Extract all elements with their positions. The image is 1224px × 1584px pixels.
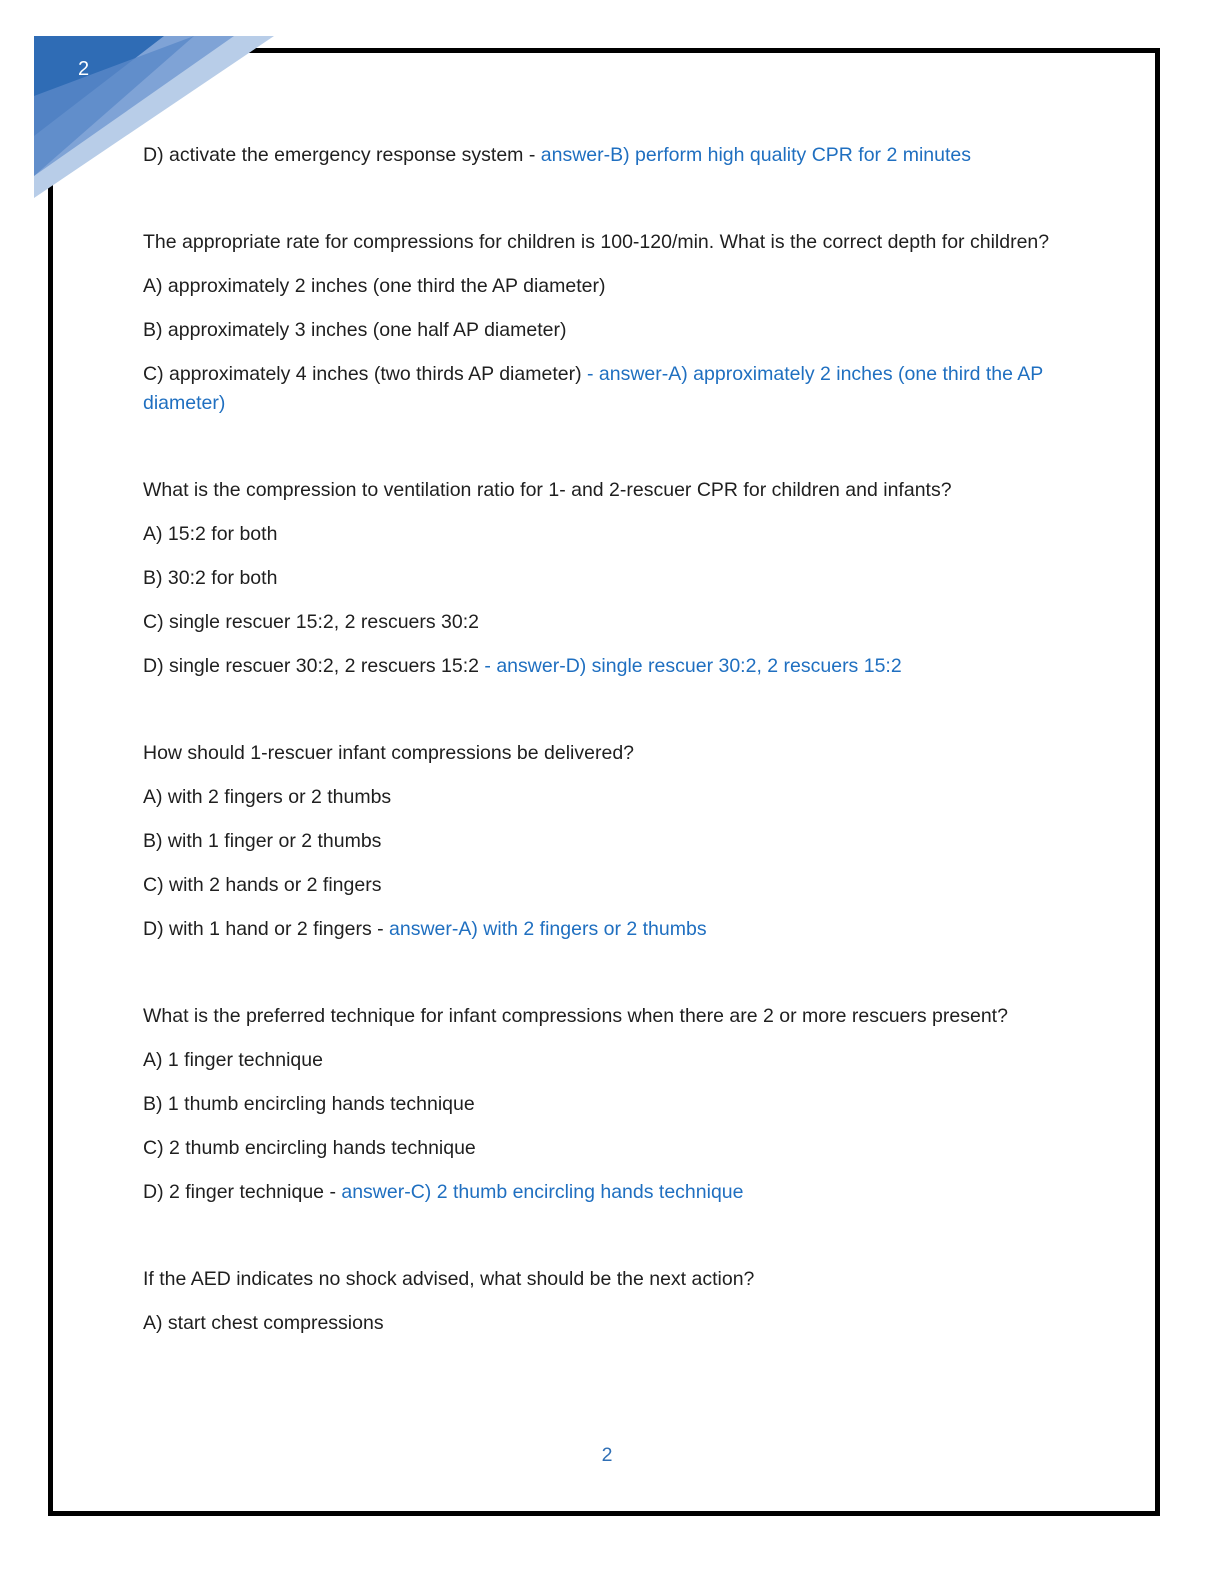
line-text: A) 1 finger technique xyxy=(143,1049,323,1071)
text-line xyxy=(143,476,1083,505)
text-line xyxy=(143,871,1083,900)
line-text: C) 2 thumb encircling hands technique xyxy=(143,1137,476,1159)
line-text: D) 2 finger technique - xyxy=(143,1181,342,1203)
text-line xyxy=(143,915,1083,944)
question-block xyxy=(143,476,1083,681)
question-block xyxy=(143,739,1083,944)
line-text: A) 15:2 for both xyxy=(143,523,278,545)
line-text: How should 1-rescuer infant compressions be delivered? xyxy=(143,742,635,764)
text-line xyxy=(143,1178,1083,1207)
line-text: If the AED indicates no shock advised, what should be the next action? xyxy=(143,1268,755,1290)
text-line xyxy=(143,520,1083,549)
text-line xyxy=(143,608,1083,637)
line-text: A) approximately 2 inches (one third the AP diameter) xyxy=(143,275,606,297)
document-body xyxy=(143,141,1083,1396)
question-block xyxy=(143,141,1083,170)
answer-text: answer-C) 2 thumb encircling hands technique xyxy=(341,1181,744,1203)
line-text: D) single rescuer 30:2, 2 rescuers 15:2 xyxy=(143,655,485,677)
line-text: D) with 1 hand or 2 fingers - xyxy=(143,918,390,940)
text-line xyxy=(143,1090,1083,1119)
line-text: C) single rescuer 15:2, 2 rescuers 30:2 xyxy=(143,611,479,633)
line-text: B) approximately 3 inches (one half AP diameter) xyxy=(143,319,567,341)
line-text: B) with 1 finger or 2 thumbs xyxy=(143,830,382,852)
line-text: The appropriate rate for compressions for children is 100-120/min. What is the correct depth for children? xyxy=(143,231,1050,253)
text-line xyxy=(143,827,1083,856)
line-text: B) 1 thumb encircling hands technique xyxy=(143,1093,475,1115)
text-line xyxy=(143,1046,1083,1075)
line-text: What is the compression to ventilation ratio for 1- and 2-rescuer CPR for children and infants? xyxy=(143,479,952,501)
answer-text: answer-B) perform high quality CPR for 2 minutes xyxy=(540,144,971,166)
text-line xyxy=(143,360,1083,418)
answer-text: - answer-D) single rescuer 30:2, 2 rescuers 15:2 xyxy=(484,655,902,677)
line-text: C) with 2 hands or 2 fingers xyxy=(143,874,382,896)
line-text: D) activate the emergency response system - xyxy=(143,144,541,166)
question-block xyxy=(143,1002,1083,1207)
text-line xyxy=(143,1134,1083,1163)
text-line xyxy=(143,228,1083,257)
text-line xyxy=(143,739,1083,768)
answer-text: answer-A) with 2 fingers or 2 thumbs xyxy=(389,918,707,940)
text-line xyxy=(143,1309,1083,1338)
line-text: B) 30:2 for both xyxy=(143,567,278,589)
text-line xyxy=(143,316,1083,345)
text-line xyxy=(143,783,1083,812)
footer-page-number: 2 xyxy=(601,1444,613,1466)
line-text: What is the preferred technique for infant compressions when there are 2 or more rescuers present? xyxy=(143,1005,1008,1027)
line-text: A) start chest compressions xyxy=(143,1312,384,1334)
line-text: C) approximately 4 inches (two thirds AP diameter) xyxy=(143,363,587,385)
header-page-number: 2 xyxy=(78,58,90,80)
line-text: A) with 2 fingers or 2 thumbs xyxy=(143,786,392,808)
question-block xyxy=(143,1265,1083,1338)
text-line xyxy=(143,564,1083,593)
answer-text: - answer-A) approximately 2 inches (one third the AP diameter) xyxy=(143,363,1043,414)
text-line xyxy=(143,1002,1083,1031)
text-line xyxy=(143,141,1083,170)
text-line xyxy=(143,272,1083,301)
text-line xyxy=(143,1265,1083,1294)
text-line xyxy=(143,652,1083,681)
question-block xyxy=(143,228,1083,418)
